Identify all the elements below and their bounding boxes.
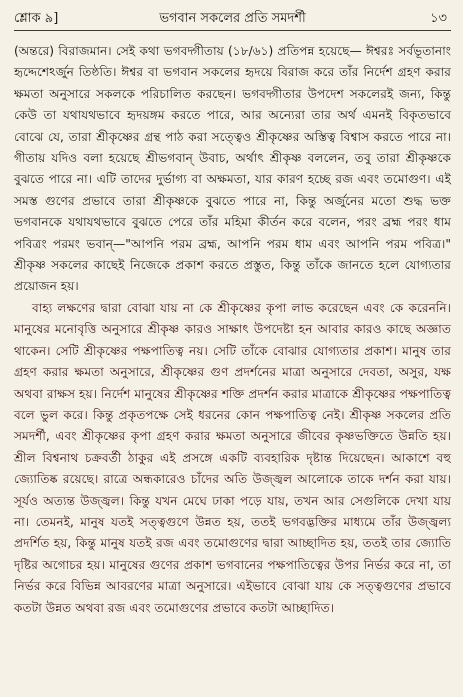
verse-reference: শ্লোক ৯]: [14, 11, 59, 26]
running-head: [14, 8, 451, 31]
paragraph: (অন্তরে) বিরাজমান। সেই কথা ভগবদ্গীতায় (১৮/৬১) প্রতিপন্ন হয়েছে— ঈশ্বরঃ সর্বভূতানাং হৃদ্দেশেঽর্জুন তিষ্ঠতি। ঈশ্বর বা ভগবান সকলের হৃদয়ে বিরাজ করে তাঁর নির্দেশ গ্রহণ করার ক্ষমতা অনুসারে সকলকে পরিচালিত করছেন। ভগবদ্গীতার উপদেশ সকলেরই জন্য, কিন্তু কেউ তা যথাযথভাবে হৃদয়ঙ্গম করতে পারে, আর অন্যেরা তার অর্থ এমনই বিকৃতভাবে বোঝে যে, তারা শ্রীকৃষ্ণের গ্রন্থ পাঠ করা সত্ত্বেও শ্রীকৃষ্ণের অস্তিত্ব বিশ্বাস করতে পারে না। গীতায় যদিও বলা হয়েছে শ্রীভগবান্ উবাচ, অর্থাৎ শ্রীকৃষ্ণ বললেন, তবু তারা শ্রীকৃষ্ণকে বুঝতে পারে না। এটি তাদের দুর্ভাগ্য বা অক্ষমতা, যার কারণ হচ্ছে রজ এবং তমোগুণ। এই সমস্ত গুণের প্রভাবে তারা শ্রীকৃষ্ণকে বুঝতে পারে না, কিন্তু অর্জুনের মতো শুদ্ধ ভক্ত ভগবানকে যথাযথভাবে বুঝতে পেরে তাঁর মহিমা কীর্তন করে বলেন, পরং ব্রহ্ম পরং ধাম পবিত্রং পরমং ভবান্—"আপনি পরম ব্রহ্ম, আপনি পরম ধাম এবং আপনি পরম পবিত্র।" শ্রীকৃষ্ণ সকলের কাছেই নিজেকে প্রকাশ করতে প্রস্তুত, কিন্তু তাঁকে জানতে হলে যোগ্যতার প্রয়োজন হয়।: [14, 44, 451, 294]
page-number: ১৩: [430, 11, 447, 26]
paragraph: বাহ্য লক্ষণের দ্বারা বোঝা যায় না কে শ্রীকৃষ্ণের কৃপা লাভ করেছেন এবং কে করেননি। মানুষের মনোবৃত্তি অনুসারে শ্রীকৃষ্ণ কারও সাক্ষাৎ উপদেষ্টা হন আবার কারও কাছে অজ্ঞাত থাকেন। সেটি শ্রীকৃষ্ণের পক্ষপাতিত্ব নয়। সেটি তাঁকে বোঝার যোগ্যতার প্রকাশ। মানুষ তার গ্রহণ করার ক্ষমতা অনুসারে, শ্রীকৃষ্ণের গুণ প্রদর্শনের মাত্রা অনুসারে দেবতা, অসুর, যক্ষ অথবা রাক্ষস হয়। নির্দেশ মানুষের শ্রীকৃষ্ণের শক্তি প্রদর্শন করার মাত্রাকে শ্রীকৃষ্ণের পক্ষপাতিত্ব বলে ভুল করে। কিন্তু প্রকৃতপক্ষে সেই ধরনের কোন পক্ষপাতিত্ব নেই। শ্রীকৃষ্ণ সকলের প্রতি সমদর্শী, এবং শ্রীকৃষ্ণের কৃপা গ্রহণ করার ক্ষমতা অনুসারে জীবের কৃষ্ণভক্তিতে উন্নতি হয়। শ্রীল বিশ্বনাথ চক্রবর্তী ঠাকুর এই প্রসঙ্গে একটি ব্যবহারিক দৃষ্টান্ত দিয়েছেন। আকাশে বহু জ্যোতিষ্ক রয়েছে। রাত্রে অন্ধকারেও চাঁদের অতি উজ্জ্বল আলোকে তাকে দর্শন করা যায়। সূর্যও অত্যন্ত উজ্জ্বল। কিন্তু যখন মেঘে ঢাকা পড়ে যায়, তখন আর সেগুলিকে দেখা যায় না। তেমনই, মানুষ যতই সত্ত্বগুণে উন্নত হয়, ততই ভগবদ্ভক্তির মাধ্যমে তাঁর উজ্জ্বল্য প্রদর্শিত হয়, কিন্তু মানুষ যতই রজ এবং তমোগুণের দ্বারা আচ্ছাদিত হয়, ততই তার জ্যোতি দৃষ্টির অগোচর হয়। মানুষের গুণের প্রকাশ ভগবানের পক্ষপাতিত্বের উপর নির্ভর করে না, তা নির্ভর করে বিভিন্ন আবরণের মাত্রা অনুসারে। এইভাবে বোঝা যায় কে সত্ত্বগুণের প্রভাবে কতটা উন্নত অথবা রজ এবং তমোগুণের প্রভাবে কতটা আচ্ছাদিত।: [14, 300, 451, 615]
chapter-title: ভগবান সকলের প্রতি সমদর্শী: [159, 11, 306, 26]
body-text: [14, 41, 451, 619]
